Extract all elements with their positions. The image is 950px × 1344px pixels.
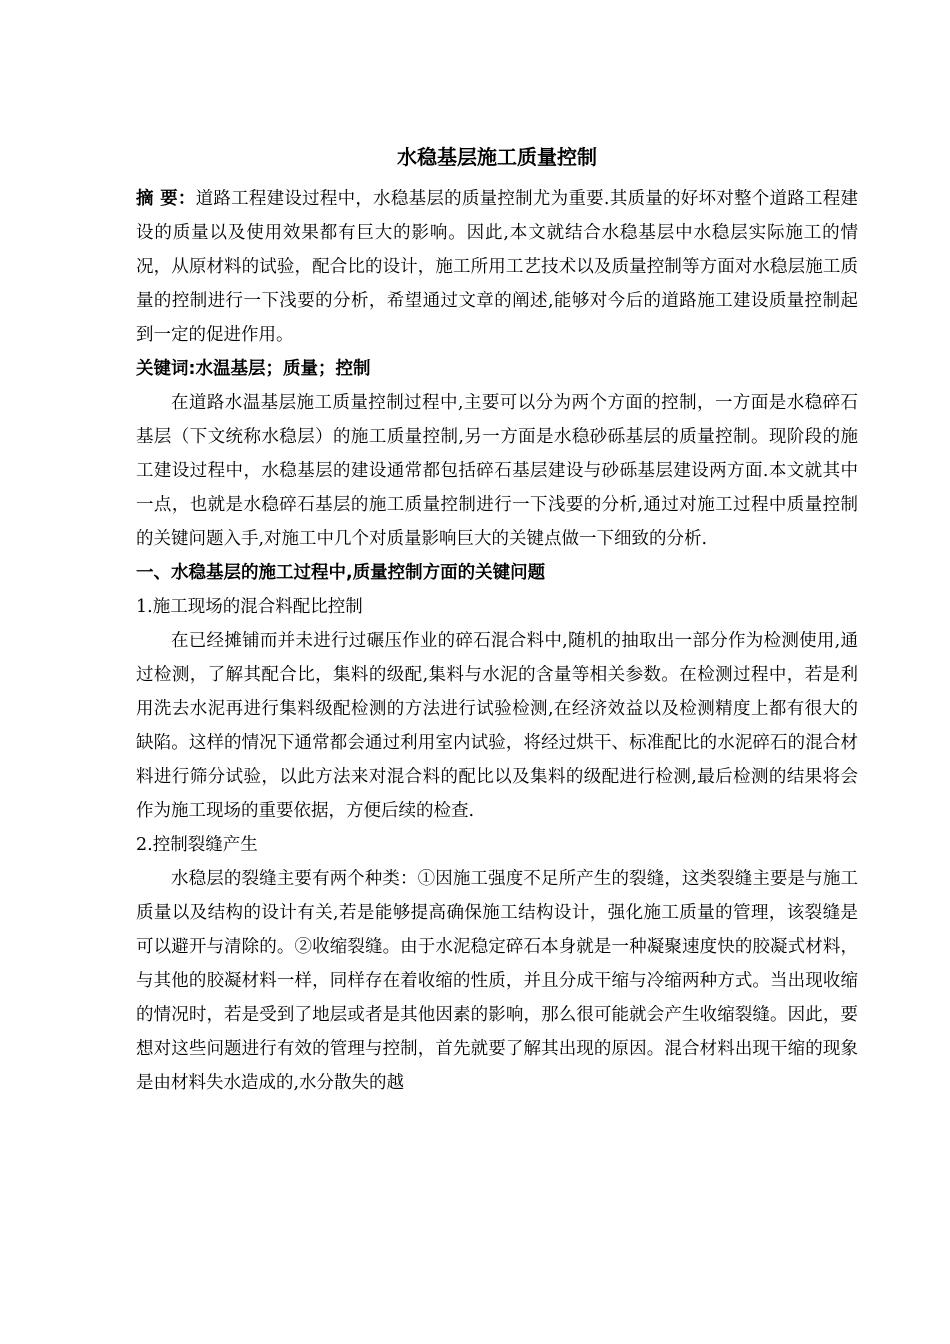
intro-paragraph: 在道路水温基层施工质量控制过程中,主要可以分为两个方面的控制，一方面是水稳碎石基层（下文统称水稳层）的施工质量控制,另一方面是水稳砂砾基层的质量控制。现阶段的施工建设过程中，水稳基层的建设通常都包括碎石基层建设与砂砾基层建设两方面.本文就其中一点，也就是水稳碎石基层的施工质量控制进行一下浅要的分析,通过对施工过程中质量控制的关键问题入手,对施工中几个对质量影响巨大的关键点做一下细致的分析.	[136, 393, 858, 549]
abstract-text: 道路工程建设过程中，水稳基层的质量控制尤为重要.其质量的好坏对整个道路工程建设的质量以及使用效果都有巨大的影响。因此,本文就结合水稳基层中水稳层实际施工的情况，从原材料的试验，配合比的设计，施工所用工艺技术以及质量控制等方面对水稳层施工质量的控制进行一下浅要的分析，希望通过文章的阐述,能够对今后的道路施工建设质量控制起到一定的促进作用。	[136, 189, 859, 345]
subsection-heading-1: 1.施工现场的混合料配比控制	[136, 597, 363, 617]
subsection-heading-2: 2.控制裂缝产生	[136, 835, 258, 855]
abstract-label: 摘 要：	[136, 189, 196, 209]
document-page	[136, 142, 858, 1100]
keywords: 关键词:水温基层；质量；控制	[136, 359, 371, 379]
subsection-paragraph-1: 在已经摊铺而并未进行过碾压作业的碎石混合料中,随机的抽取出一部分作为检测使用,通过检测，了解其配合比，集料的级配,集料与水泥的含量等相关参数。在检测过程中，若是利用洗去水泥再进行集料级配检测的方法进行试验检测,在经济效益以及检测精度上都有很大的缺陷。这样的情况下通常都会通过利用室内试验，将经过烘干、标准配比的水泥碎石的混合材料进行筛分试验，以此方法来对混合料的配比以及集料的级配进行检测,最后检测的结果将会作为施工现场的重要依据，方便后续的检查.	[136, 631, 858, 821]
document-title: 水稳基层施工质量控制	[397, 145, 597, 169]
subsection-paragraph-2: 水稳层的裂缝主要有两个种类：①因施工强度不足所产生的裂缝，这类裂缝主要是与施工质量以及结构的设计有关,若是能够提高确保施工结构设计，强化施工质量的管理，该裂缝是可以避开与清除的。②收缩裂缝。由于水泥稳定碎石本身就是一种凝聚速度快的胶凝式材料，与其他的胶凝材料一样，同样存在着收缩的性质，并且分成干缩与冷缩两种方式。当出现收缩的情况时，若是受到了地层或者是其他因素的影响，那么很可能就会产生收缩裂缝。因此，要想对这些问题进行有效的管理与控制，首先就要了解其出现的原因。混合材料出现干缩的现象是由材料失水造成的,水分散失的越	[136, 869, 858, 1093]
section-heading-1: 一、水稳基层的施工过程中,质量控制方面的关键问题	[136, 563, 546, 583]
abstract	[136, 182, 858, 352]
